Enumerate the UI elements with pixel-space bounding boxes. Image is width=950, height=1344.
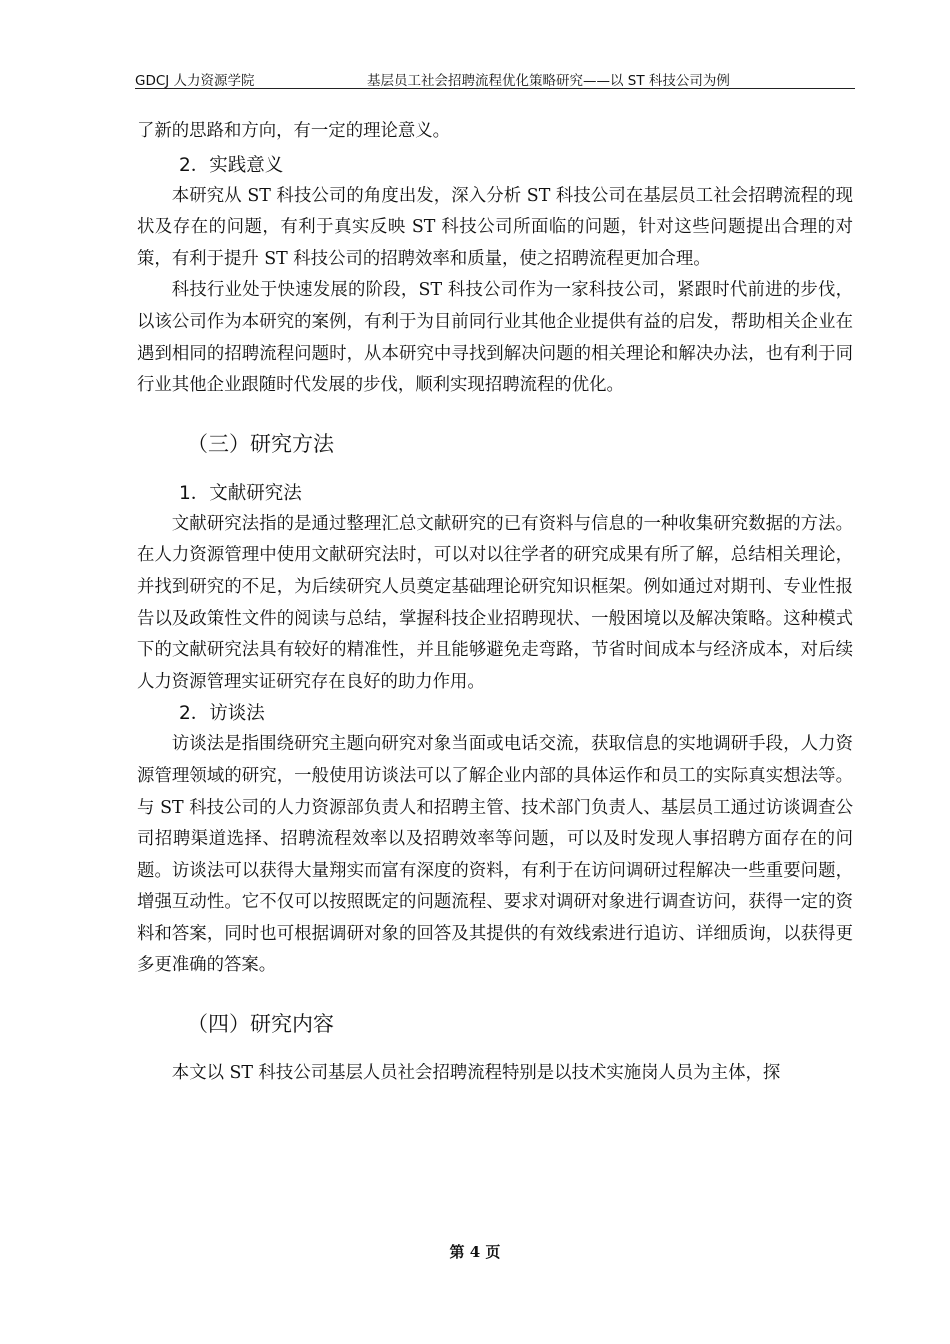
header-paper-title: 基层员工社会招聘流程优化策略研究——以 ST 科技公司为例 <box>367 73 730 89</box>
subheading-practice: 2．实践意义 <box>179 154 284 176</box>
paragraph: 本文以 ST 科技公司基层人员社会招聘流程特别是以技术实施岗人员为主体，探 <box>171 1063 781 1084</box>
header-institution: GDCJ 人力资源学院 <box>135 73 255 89</box>
paragraph: 访谈法是指围绕研究主题向研究对象当面或电话交流，获取信息的实地调研手段，人力资源管理领域的研究，一般使用访谈法可以了解企业内部的具体运作和员工的实际真实想法等。与 ST 科技公司的人力资源部负责人和招聘主管、技术部门负责人、基层员工通过访谈调查公司招聘渠道选择、招聘流程效率以及招聘效率等问题，可以及时发现人事招聘方面存在的问题。访谈法可以获得大量翔实而富有深度的资料，有利于在访问调研过程解决一些重要问题，增强互动性。它不仅可以按照既定的问题流程、要求对调研对象进行调查访问，获得一定的资料和答案，同时也可根据调研对象的回答及其提供的有效线索进行追访、详细质询，以获得更多更准确的答案。 <box>137 734 853 976</box>
section-heading-methods: （三）研究方法 <box>187 431 334 456</box>
subheading-literature: 1．文献研究法 <box>179 482 302 504</box>
page-header <box>135 66 855 89</box>
section-heading-content: （四）研究内容 <box>187 1012 334 1037</box>
paragraph: 文献研究法指的是通过整理汇总文献研究的已有资料与信息的一种收集研究数据的方法。在人力资源管理中使用文献研究法时，可以对以往学者的研究成果有所了解，总结相关理论，并找到研究的不足，为后续研究人员奠定基础理论研究知识框架。例如通过对期刊、专业性报告以及政策性文件的阅读与总结，掌握科技企业招聘现状、一般困境以及解决策略。这种模式下的文献研究法具有较好的精准性，并且能够避免走弯路，节省时间成本与经济成本，对后续人力资源管理实证研究存在良好的助力作用。 <box>137 513 853 692</box>
paragraph: 了新的思路和方向，有一定的理论意义。 <box>137 121 451 141</box>
paragraph: 本研究从 ST 科技公司的角度出发，深入分析 ST 科技公司在基层员工社会招聘流程的现状及存在的问题，有利于真实反映 ST 科技公司所面临的问题，针对这些问题提出合理的对策，有利于提升 ST 科技公司的招聘效率和质量，使之招聘流程更加合理。 <box>137 185 853 269</box>
paragraph: 科技行业处于快速发展的阶段，ST 科技公司作为一家科技公司，紧跟时代前进的步伐，以该公司作为本研究的案例，有利于为目前同行业其他企业提供有益的启发，帮助相关企业在遇到相同的招聘流程问题时，从本研究中寻找到解决问题的相关理论和解决办法，也有利于同行业其他企业跟随时代发展的步伐，顺利实现招聘流程的优化。 <box>137 280 853 396</box>
page-number: 第 4 页 <box>449 1243 501 1261</box>
subheading-interview: 2．访谈法 <box>179 703 265 725</box>
page-body <box>137 116 853 1090</box>
